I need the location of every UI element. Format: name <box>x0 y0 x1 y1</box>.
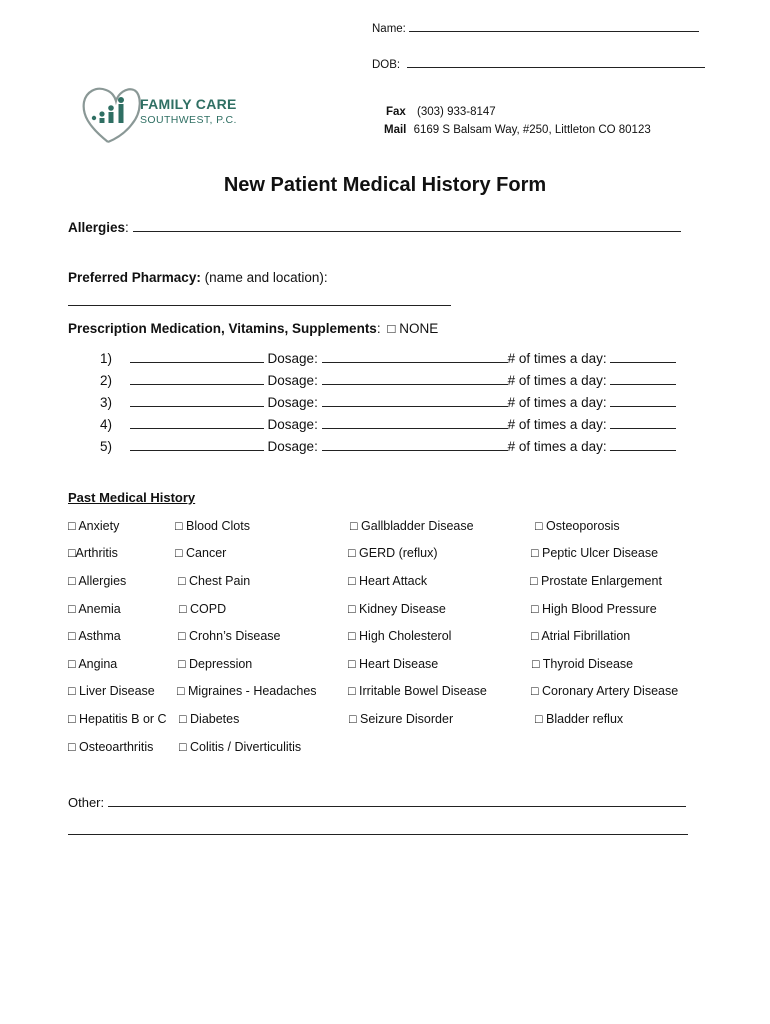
mail-value: 6169 S Balsam Way, #250, Littleton CO 80123 <box>413 124 651 136</box>
dosage-label: Dosage: <box>267 439 318 454</box>
history-heading: Past Medical History <box>68 490 196 505</box>
meds-heading <box>68 321 438 336</box>
times-line[interactable] <box>610 417 676 429</box>
condition-checkbox[interactable]: □ Anxiety <box>68 519 120 533</box>
condition-checkbox[interactable]: □ Migraines - Headaches <box>177 684 317 698</box>
fax-value: (303) 933-8147 <box>417 106 496 118</box>
condition-checkbox[interactable]: □ Gallbladder Disease <box>350 519 474 533</box>
condition-checkbox[interactable]: □ Colitis / Diverticulitis <box>179 740 302 754</box>
condition-checkbox[interactable]: □ GERD (reflux) <box>348 546 438 560</box>
times-label: # of times a day: <box>507 439 607 454</box>
med-row-2[interactable] <box>100 373 676 388</box>
med-name-line[interactable] <box>130 439 264 451</box>
condition-checkbox[interactable]: □ Heart Attack <box>348 574 428 588</box>
pharmacy-input-wrap[interactable] <box>68 294 451 309</box>
med-row-3[interactable] <box>100 395 676 410</box>
condition-checkbox[interactable]: □ Heart Disease <box>348 657 439 671</box>
pharmacy-label: Preferred Pharmacy: <box>68 270 201 285</box>
med-row-4[interactable] <box>100 417 676 432</box>
name-input-line[interactable] <box>409 20 699 32</box>
other-input-line-2[interactable] <box>68 823 688 835</box>
pharmacy-input-line[interactable] <box>68 294 451 306</box>
med-number: 1) <box>100 351 113 366</box>
condition-checkbox[interactable]: □ Seizure Disorder <box>349 712 454 726</box>
mail-row <box>384 124 651 136</box>
condition-checkbox[interactable]: □ Liver Disease <box>68 684 155 698</box>
dosage-line[interactable] <box>322 351 508 363</box>
dob-label: DOB: <box>372 59 401 71</box>
times-label: # of times a day: <box>507 395 607 410</box>
times-label: # of times a day: <box>507 417 607 432</box>
fax-row <box>386 106 496 118</box>
med-number: 3) <box>100 395 113 410</box>
meds-colon: : <box>376 321 381 336</box>
med-row-1[interactable] <box>100 351 676 366</box>
times-line[interactable] <box>610 373 676 385</box>
condition-checkbox[interactable]: □ Angina <box>68 657 118 671</box>
dosage-line[interactable] <box>322 373 508 385</box>
dob-field[interactable] <box>372 56 705 71</box>
med-name-line[interactable] <box>130 395 264 407</box>
med-number: 4) <box>100 417 113 432</box>
condition-checkbox[interactable]: □ Anemia <box>68 602 121 616</box>
condition-checkbox[interactable]: □ High Blood Pressure <box>531 602 657 616</box>
condition-checkbox[interactable]: □ Allergies <box>68 574 127 588</box>
dob-input-line[interactable] <box>407 56 705 68</box>
condition-checkbox[interactable]: □ Chest Pain <box>178 574 251 588</box>
condition-checkbox[interactable]: □ Crohn’s Disease <box>178 629 281 643</box>
logo-line1: FAMILY CARE <box>140 96 237 112</box>
dosage-label: Dosage: <box>267 395 318 410</box>
name-field[interactable] <box>372 20 699 35</box>
other-label: Other: <box>68 795 105 810</box>
condition-checkbox[interactable]: □ Asthma <box>68 629 121 643</box>
condition-checkbox[interactable]: □ Blood Clots <box>175 519 250 533</box>
times-label: # of times a day: <box>507 373 607 388</box>
allergies-field[interactable] <box>68 220 681 235</box>
pharmacy-hint: (name and location): <box>204 270 328 285</box>
times-line[interactable] <box>610 395 676 407</box>
other-field[interactable] <box>68 795 686 810</box>
condition-checkbox[interactable]: □ Peptic Ulcer Disease <box>531 546 659 560</box>
none-checkbox[interactable]: □ NONE <box>387 321 439 336</box>
pharmacy-field <box>68 270 328 285</box>
times-label: # of times a day: <box>507 351 607 366</box>
allergies-colon: : <box>125 220 129 235</box>
condition-checkbox[interactable]: □ Irritable Bowel Disease <box>348 684 487 698</box>
allergies-input-line[interactable] <box>133 220 681 232</box>
med-row-5[interactable] <box>100 439 676 454</box>
condition-checkbox[interactable]: □ Thyroid Disease <box>532 657 634 671</box>
meds-label: Prescription Medication, Vitamins, Supplements <box>68 321 377 336</box>
med-name-line[interactable] <box>130 417 264 429</box>
condition-checkbox[interactable]: □ Diabetes <box>179 712 240 726</box>
med-number: 2) <box>100 373 113 388</box>
condition-checkbox[interactable]: □ Bladder reflux <box>535 712 624 726</box>
condition-checkbox[interactable]: □ Kidney Disease <box>348 602 446 616</box>
condition-checkbox[interactable]: □ Hepatitis B or C <box>68 712 167 726</box>
page-title: New Patient Medical History Form <box>223 174 547 196</box>
condition-checkbox[interactable]: □ Prostate Enlargement <box>530 574 662 588</box>
med-name-line[interactable] <box>130 351 264 363</box>
other-input-line[interactable] <box>108 795 686 807</box>
dosage-label: Dosage: <box>267 351 318 366</box>
times-line[interactable] <box>610 351 676 363</box>
name-label: Name: <box>372 23 406 35</box>
med-name-line[interactable] <box>130 373 264 385</box>
condition-checkbox[interactable]: □ Coronary Artery Disease <box>531 684 679 698</box>
fax-label: Fax <box>386 106 406 118</box>
condition-checkbox[interactable]: □ High Cholesterol <box>348 629 452 643</box>
condition-checkbox[interactable]: □ Osteoporosis <box>535 519 620 533</box>
condition-checkbox[interactable]: □ Cancer <box>175 546 227 560</box>
condition-checkbox[interactable]: □ Atrial Fibrillation <box>531 629 631 643</box>
condition-checkbox[interactable]: □ Depression <box>178 657 253 671</box>
condition-checkbox[interactable]: □ Osteoarthritis <box>68 740 154 754</box>
other-input-wrap-2[interactable] <box>68 823 688 838</box>
dosage-label: Dosage: <box>267 373 318 388</box>
dosage-line[interactable] <box>322 417 508 429</box>
allergies-label: Allergies <box>68 220 126 235</box>
mail-label: Mail <box>384 124 407 136</box>
condition-checkbox[interactable]: □Arthritis <box>68 546 118 560</box>
times-line[interactable] <box>610 439 676 451</box>
logo-line2: SOUTHWEST, P.C. <box>140 114 237 126</box>
dosage-line[interactable] <box>322 395 508 407</box>
condition-checkbox[interactable]: □ COPD <box>179 602 227 616</box>
dosage-label: Dosage: <box>267 417 318 432</box>
dosage-line[interactable] <box>322 439 508 451</box>
med-number: 5) <box>100 439 113 454</box>
